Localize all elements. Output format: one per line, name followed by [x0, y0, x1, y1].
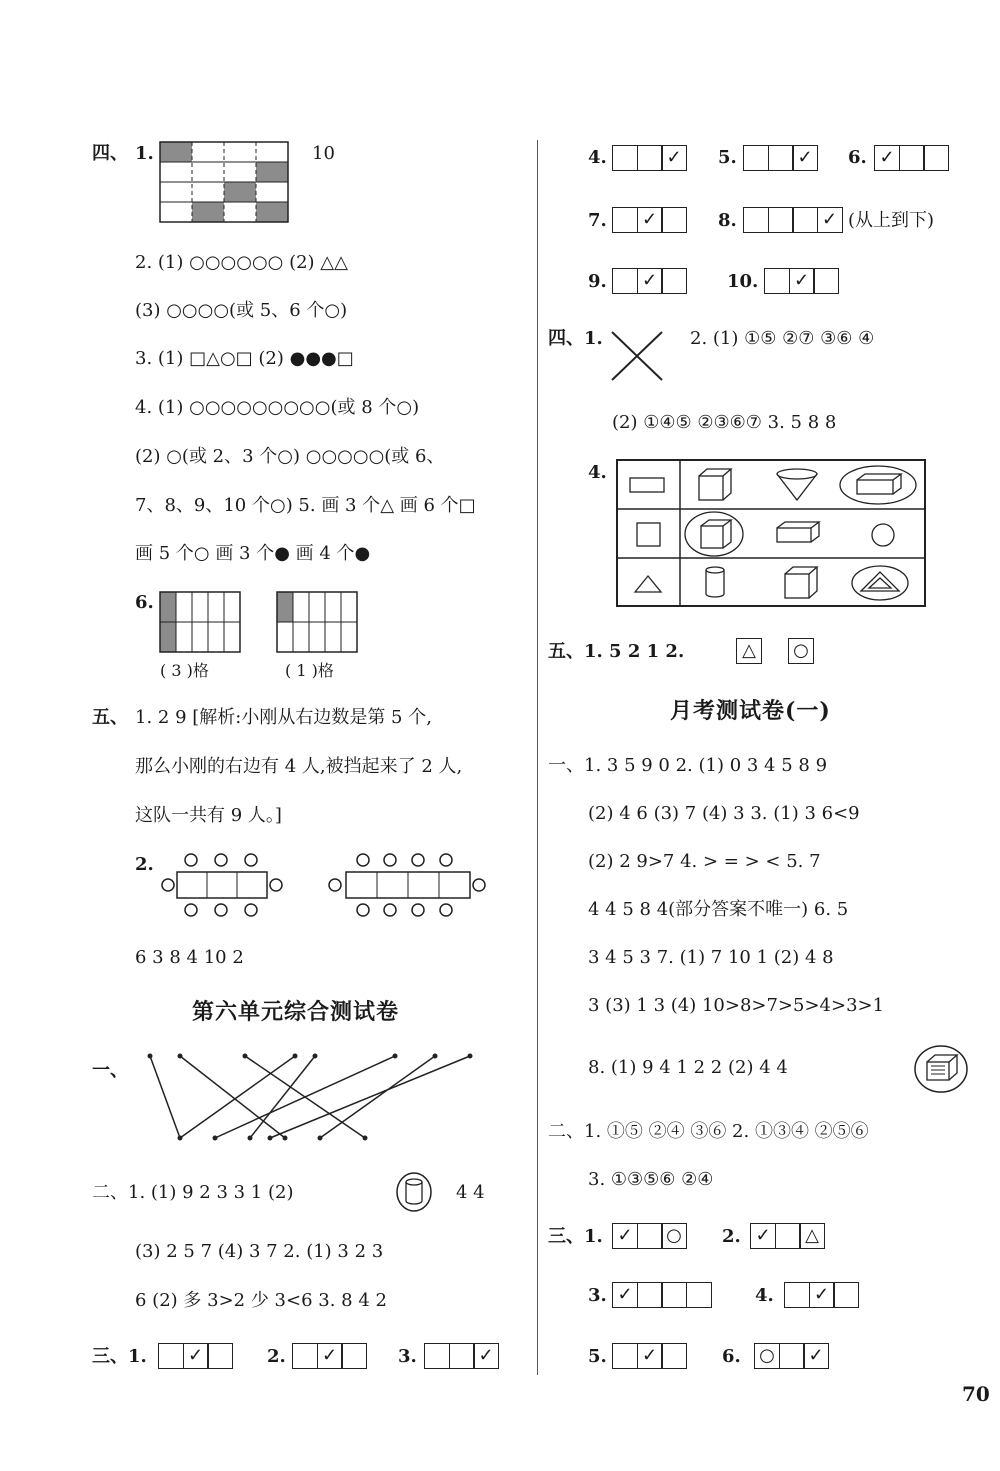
r-q6-boxes: ✓ — [874, 145, 948, 171]
q4-line2: (2) ○(或 2、3 个○) ○○○○○(或 6、 — [135, 446, 445, 467]
q4-line4: 画 5 个○ 画 3 个● 画 4 个● — [135, 543, 371, 564]
r-q8-note: (从上到下) — [848, 210, 935, 231]
q3-line: 3. (1) □△○□ (2) ●●●□ — [135, 348, 354, 369]
unit6-title: 第六单元综合测试卷 — [192, 999, 400, 1025]
m3-q5-boxes: ✓ — [612, 1343, 686, 1369]
m1-line3: (2) 2 9>7 4. > = > < 5. 7 — [588, 851, 821, 872]
m1-line6: 3 (3) 1 3 (4) 10>8>7>5>4>3>1 — [588, 995, 885, 1016]
r-q8: 8. — [718, 210, 737, 231]
m3-q5: 5. — [588, 1346, 607, 1367]
m1-line5: 3 4 5 3 7. (1) 7 10 1 (2) 4 8 — [588, 947, 834, 968]
r-q5-boxes: ✓ — [743, 145, 817, 171]
r-q9: 9. — [588, 271, 607, 292]
s5-q1-line2: 那么小刚的右边有 4 人,被挡起来了 2 人, — [135, 756, 463, 777]
u6-s3-label: 三、1. — [92, 1346, 147, 1367]
u6-s3-q2-boxes: ✓ — [292, 1343, 366, 1369]
m2-line1: 二、1. ①⑤ ②④ ③⑥ 2. ①③④ ②⑤⑥ — [548, 1121, 869, 1142]
matching-lines — [140, 1050, 480, 1145]
r-q6: 6. — [848, 147, 867, 168]
r-q9-boxes: ✓ — [612, 268, 686, 294]
q1-answer: 10 — [312, 143, 335, 164]
section-5-label: 五、 — [92, 707, 128, 728]
u6-s2-line3: 6 (2) 多 3>2 少 3<6 3. 8 4 2 — [135, 1290, 387, 1311]
q6-grid-a — [160, 592, 242, 656]
m3-label: 三、1. — [548, 1226, 603, 1247]
cross-figure — [610, 330, 666, 382]
u6-section-1: 一、 — [92, 1060, 128, 1081]
section-4-label: 四、 — [92, 143, 128, 164]
table-figure-b — [327, 852, 492, 918]
q1-number: 1. — [135, 143, 154, 164]
r-q7: 7. — [588, 210, 607, 231]
s5-q1-line1: 1. 2 9 [解析:小刚从右边数是第 5 个, — [135, 707, 432, 728]
m1-line1: 一、1. 3 5 9 0 2. (1) 0 3 4 5 8 9 — [548, 755, 828, 776]
r-q5: 5. — [718, 147, 737, 168]
m3-q2-boxes: ✓ △ — [750, 1223, 824, 1249]
r-s4-q2-line1: 2. (1) ①⑤ ②⑦ ③⑥ ④ — [690, 328, 875, 349]
r-q10: 10. — [727, 271, 759, 292]
r-section-5: 五、1. 5 2 1 2. — [548, 641, 685, 662]
u6-s2-line2: (3) 2 5 7 (4) 3 7 2. (1) 3 2 3 — [135, 1241, 384, 1262]
q6-answer-b: ( 1 )格 — [285, 661, 334, 680]
r-q8-boxes: ✓ — [743, 207, 841, 233]
s5-q1-line3: 这队一共有 9 人。] — [135, 805, 282, 826]
shapes-table — [617, 460, 927, 608]
u6-s2-line1-tail: 4 4 — [456, 1182, 485, 1203]
u6-s2-line1: 二、1. (1) 9 2 3 3 1 (2) — [92, 1182, 294, 1203]
u6-s3-q3-boxes: ✓ — [424, 1343, 498, 1369]
r-s5-q2-box-b: ○ — [788, 638, 813, 664]
monthly-test-title: 月考测试卷(一) — [670, 698, 831, 724]
r-section-4-label: 四、1. — [548, 328, 603, 349]
cylinder-circled-icon — [396, 1172, 432, 1212]
m1-line7: 8. (1) 9 4 1 2 2 (2) 4 4 — [588, 1057, 788, 1078]
r-s4-q4: 4. — [588, 462, 607, 483]
s5-q2-answer: 6 3 8 4 10 2 — [135, 947, 244, 968]
page-number: 70 — [962, 1382, 990, 1406]
r-s4-q2-line2: (2) ①④⑤ ②③⑥⑦ 3. 5 8 8 — [612, 412, 837, 433]
m3-q3: 3. — [588, 1285, 607, 1306]
box-circled-icon — [913, 1044, 969, 1094]
q2-line2: (3) ○○○○(或 5、6 个○) — [135, 300, 348, 321]
m3-q6: 6. — [722, 1346, 741, 1367]
m3-q3-boxes: ✓ — [612, 1282, 710, 1308]
q4-line3: 7、8、9、10 个○) 5. 画 3 个△ 画 6 个□ — [135, 495, 476, 516]
r-q4-boxes: ✓ — [612, 145, 686, 171]
r-q7-boxes: ✓ — [612, 207, 686, 233]
m3-q2: 2. — [722, 1226, 741, 1247]
grid-figure — [160, 142, 300, 226]
m3-q6-boxes: ○ ✓ — [754, 1343, 828, 1369]
q4-line1: 4. (1) ○○○○○○○○○(或 8 个○) — [135, 397, 420, 418]
m3-q4: 4. — [755, 1285, 774, 1306]
q6-answer-a: ( 3 )格 — [160, 661, 209, 680]
u6-s3-q1-boxes: ✓ — [158, 1343, 232, 1369]
m2-line2: 3. ①③⑤⑥ ②④ — [588, 1169, 714, 1190]
column-divider — [537, 140, 538, 1375]
m3-q4-boxes: ✓ — [784, 1282, 858, 1308]
m1-line4: 4 4 5 8 4(部分答案不唯一) 6. 5 — [588, 899, 849, 920]
q6-number: 6. — [135, 592, 154, 613]
q2-line1: 2. (1) ○○○○○○ (2) △△ — [135, 252, 348, 273]
m1-line2: (2) 4 6 (3) 7 (4) 3 3. (1) 3 6<9 — [588, 803, 860, 824]
u6-s3-q2: 2. — [267, 1346, 286, 1367]
q6-grid-b — [277, 592, 359, 656]
r-s5-q2-box-a: △ — [736, 638, 761, 664]
r-q10-boxes: ✓ — [764, 268, 838, 294]
r-q4: 4. — [588, 147, 607, 168]
s5-q2-number: 2. — [135, 854, 154, 875]
table-figure-a — [160, 852, 290, 918]
u6-s3-q3: 3. — [398, 1346, 417, 1367]
m3-q1-boxes: ✓ ○ — [612, 1223, 686, 1249]
